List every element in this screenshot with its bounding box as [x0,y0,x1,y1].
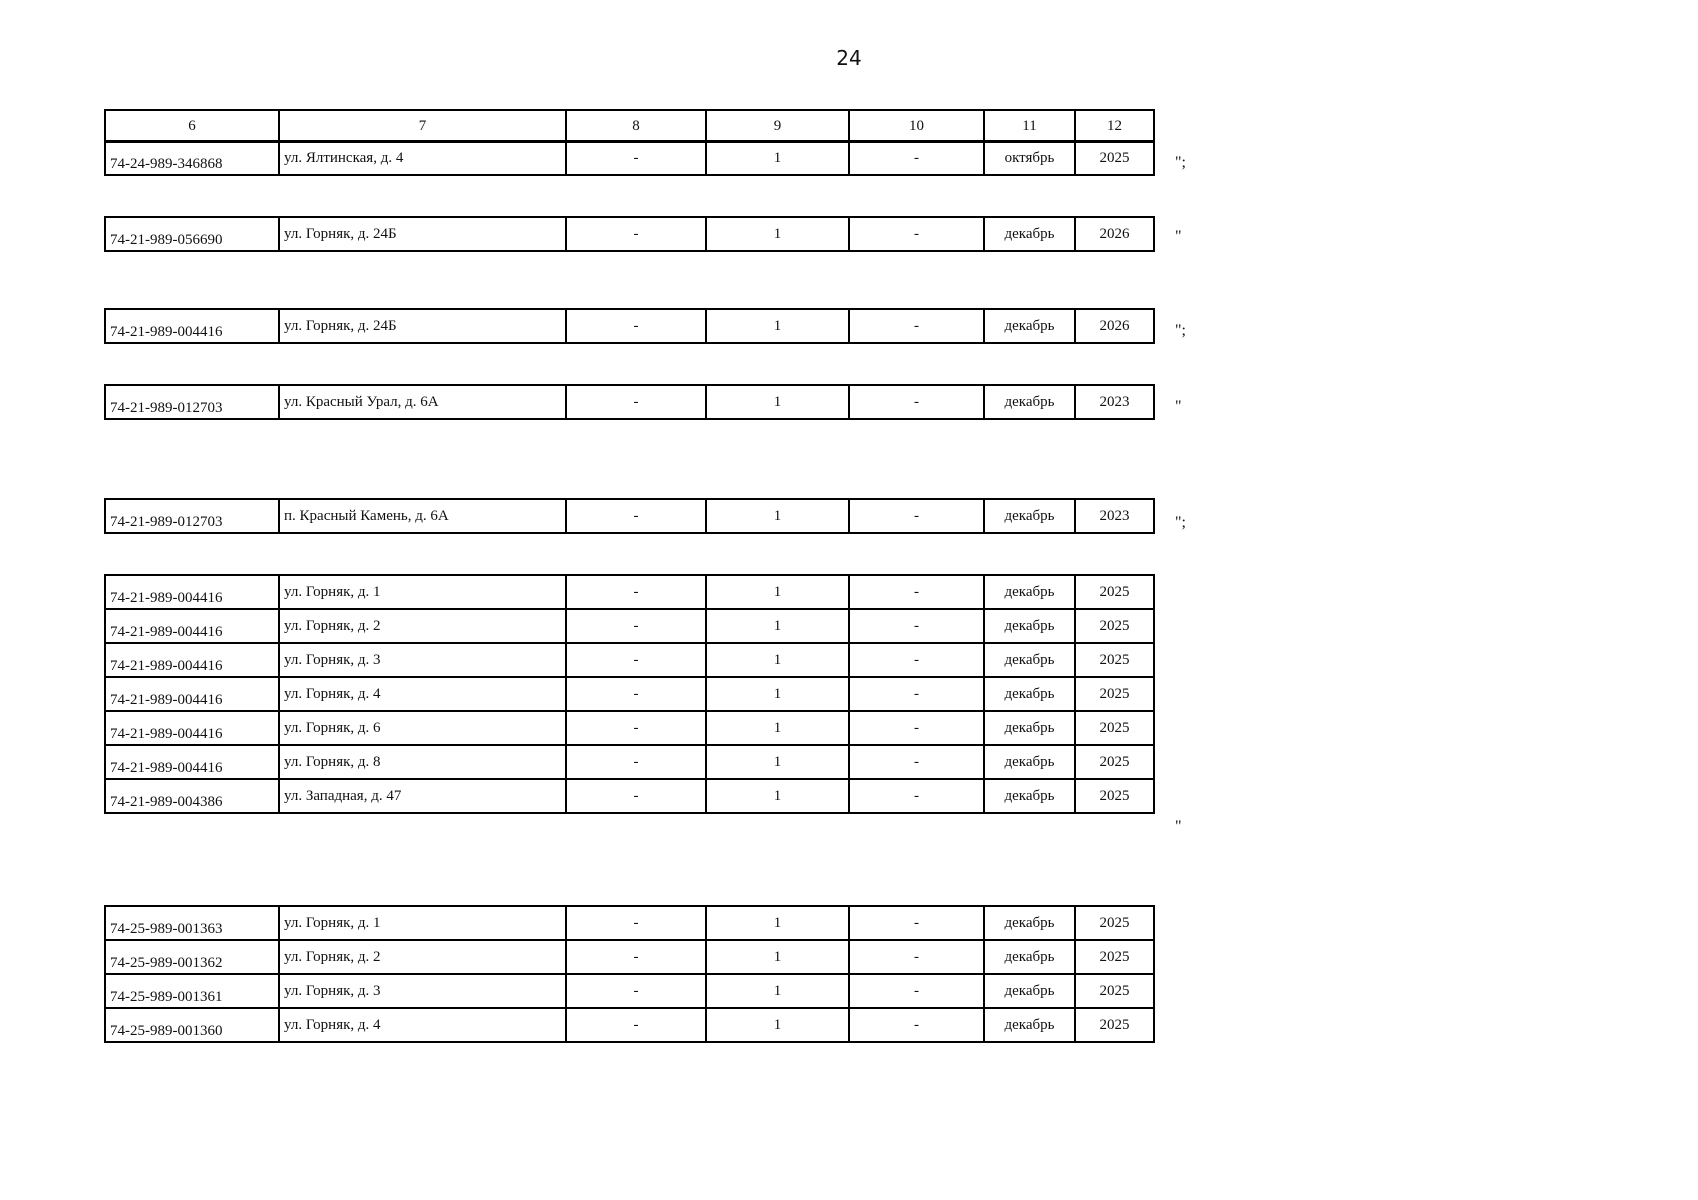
table-cell: ул. Красный Урал, д. 6А [279,385,566,419]
table-cell: 2026 [1075,217,1154,251]
table-cell: октябрь [984,141,1075,175]
table-cell: 2025 [1075,974,1154,1008]
table-cell: ул. Горняк, д. 4 [279,1008,566,1042]
table-cell: - [566,385,706,419]
table-cell: декабрь [984,499,1075,533]
table-cell: - [849,309,984,343]
table-row [105,217,1154,251]
table-cell: ул. Горняк, д. 24Б [279,217,566,251]
closing-quote-mark: "; [1175,322,1186,339]
table-cell: 74-25-989-001361 [105,974,279,1008]
table-cell: - [566,940,706,974]
data-table-block [104,574,1155,814]
table-cell: 74-21-989-004416 [105,677,279,711]
table-cell: 74-21-989-004386 [105,779,279,813]
table-row [105,141,1154,175]
table-cell: - [566,575,706,609]
table-row [105,745,1154,779]
table-cell: - [849,217,984,251]
table-cell: 1 [706,643,849,677]
table-row [105,385,1154,419]
table-cell: 1 [706,141,849,175]
table-cell: - [849,1008,984,1042]
table-cell: 74-21-989-004416 [105,711,279,745]
table-cell: 74-25-989-001360 [105,1008,279,1042]
table-cell: - [566,906,706,940]
table-cell: декабрь [984,309,1075,343]
table-cell: ул. Горняк, д. 3 [279,974,566,1008]
table-cell: - [566,309,706,343]
table-cell: 74-21-989-004416 [105,575,279,609]
table-cell: ул. Ялтинская, д. 4 [279,141,566,175]
table-cell: 1 [706,974,849,1008]
table-cell: - [566,779,706,813]
table-cell: - [566,1008,706,1042]
table-cell: 1 [706,217,849,251]
data-table-block [104,905,1155,1043]
table-cell: 2023 [1075,499,1154,533]
table-cell: декабрь [984,643,1075,677]
table-cell: - [566,499,706,533]
data-table-block [104,216,1155,252]
table-cell: 2025 [1075,711,1154,745]
table-cell: - [849,940,984,974]
table-cell: 1 [706,906,849,940]
table-cell: декабрь [984,779,1075,813]
table-cell: 74-21-989-056690 [105,217,279,251]
data-table-block [104,498,1155,534]
table-cell: 1 [706,711,849,745]
table-cell: 74-25-989-001363 [105,906,279,940]
table-cell: ул. Горняк, д. 2 [279,609,566,643]
table-row [105,711,1154,745]
table-cell: - [849,711,984,745]
table-cell: - [566,141,706,175]
table-cell: 74-21-989-004416 [105,745,279,779]
table-cell: декабрь [984,940,1075,974]
table-cell: 1 [706,609,849,643]
table-cell: ул. Горняк, д. 24Б [279,309,566,343]
table-cell: - [566,677,706,711]
data-table-block [104,384,1155,420]
header-cell: 9 [706,110,849,142]
table-cell: ул. Горняк, д. 6 [279,711,566,745]
table-cell: - [849,906,984,940]
table-cell: ул. Западная, д. 47 [279,779,566,813]
table-cell: ул. Горняк, д. 1 [279,575,566,609]
closing-quote-mark: " [1175,398,1182,415]
table-cell: - [849,499,984,533]
table-row [105,779,1154,813]
table-cell: 1 [706,677,849,711]
header-cell: 6 [105,110,279,142]
table-cell: декабрь [984,711,1075,745]
table-cell: декабрь [984,217,1075,251]
table-cell: - [566,217,706,251]
table-row [105,974,1154,1008]
table-cell: 2025 [1075,141,1154,175]
table-row [105,677,1154,711]
page-number: 24 [836,46,862,70]
closing-quote-mark: "; [1175,514,1186,531]
table-cell: - [849,779,984,813]
table-cell: 2025 [1075,1008,1154,1042]
table-cell: 74-24-989-346868 [105,141,279,175]
column-header-table [104,109,1155,143]
table-cell: 2025 [1075,643,1154,677]
header-cell: 7 [279,110,566,142]
data-table-block [104,140,1155,176]
table-cell: - [849,974,984,1008]
table-cell: 2025 [1075,745,1154,779]
header-cell: 10 [849,110,984,142]
table-cell: 2025 [1075,779,1154,813]
table-cell: 1 [706,499,849,533]
table-cell: 2023 [1075,385,1154,419]
table-cell: 1 [706,385,849,419]
table-cell: 2025 [1075,609,1154,643]
table-cell: ул. Горняк, д. 4 [279,677,566,711]
table-cell: декабрь [984,906,1075,940]
table-cell: - [849,385,984,419]
table-cell: 74-21-989-012703 [105,499,279,533]
table-cell: п. Красный Камень, д. 6А [279,499,566,533]
table-cell: декабрь [984,974,1075,1008]
table-row [105,309,1154,343]
table-cell: декабрь [984,609,1075,643]
table-row [105,1008,1154,1042]
table-cell: - [566,974,706,1008]
table-cell: 74-21-989-004416 [105,643,279,677]
closing-quote-mark: "; [1175,154,1186,171]
table-cell: декабрь [984,745,1075,779]
table-cell: - [566,711,706,745]
table-cell: 74-21-989-012703 [105,385,279,419]
table-row [105,906,1154,940]
table-cell: 1 [706,940,849,974]
table-cell: - [849,609,984,643]
closing-quote-mark: " [1175,818,1182,835]
header-cell: 12 [1075,110,1154,142]
closing-quote-mark: " [1175,228,1182,245]
table-cell: - [849,141,984,175]
table-cell: ул. Горняк, д. 3 [279,643,566,677]
table-cell: - [566,643,706,677]
table-cell: - [849,745,984,779]
table-cell: ул. Горняк, д. 8 [279,745,566,779]
table-cell: 2025 [1075,940,1154,974]
table-cell: 74-21-989-004416 [105,309,279,343]
table-cell: 1 [706,575,849,609]
table-row [105,609,1154,643]
column-header-row [105,110,1154,142]
table-cell: ул. Горняк, д. 2 [279,940,566,974]
table-cell: 74-21-989-004416 [105,609,279,643]
table-cell: 2025 [1075,906,1154,940]
table-cell: 1 [706,779,849,813]
table-cell: 2025 [1075,575,1154,609]
table-cell: 2026 [1075,309,1154,343]
table-row [105,643,1154,677]
table-cell: - [849,677,984,711]
table-cell: - [566,609,706,643]
header-cell: 11 [984,110,1075,142]
table-row [105,575,1154,609]
table-cell: декабрь [984,575,1075,609]
table-cell: 1 [706,1008,849,1042]
table-cell: - [849,575,984,609]
header-cell: 8 [566,110,706,142]
table-cell: декабрь [984,385,1075,419]
table-cell: 1 [706,309,849,343]
table-cell: 74-25-989-001362 [105,940,279,974]
table-cell: ул. Горняк, д. 1 [279,906,566,940]
table-cell: 2025 [1075,677,1154,711]
data-table-block [104,308,1155,344]
table-cell: 1 [706,745,849,779]
table-cell: - [566,745,706,779]
table-cell: декабрь [984,677,1075,711]
table-row [105,940,1154,974]
table-cell: декабрь [984,1008,1075,1042]
table-cell: - [849,643,984,677]
table-row [105,499,1154,533]
